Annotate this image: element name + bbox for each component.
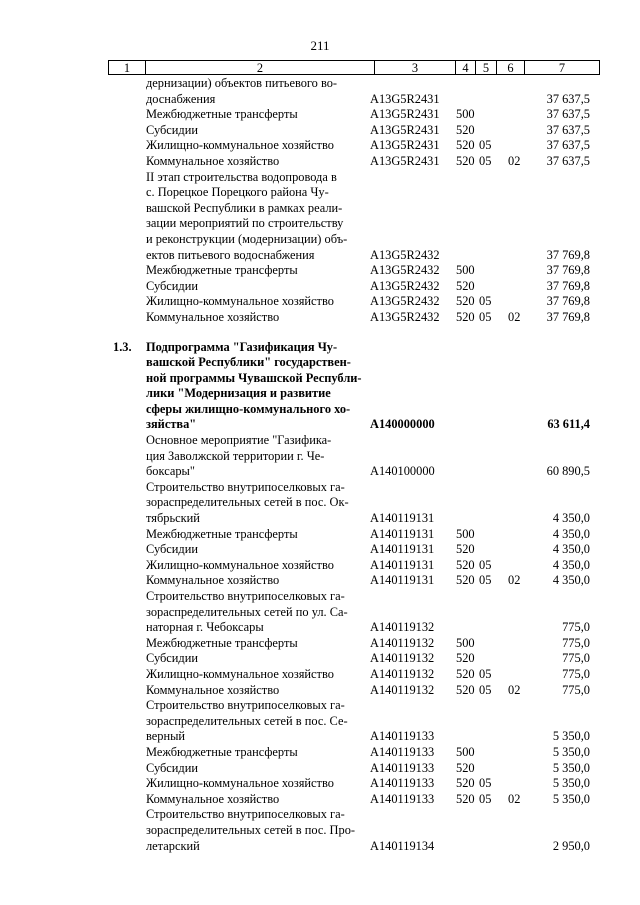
table-row — [0, 123, 640, 139]
table-row — [0, 433, 640, 449]
row-name: зяйства" — [146, 417, 197, 432]
row-code: A13G5R2431 — [370, 153, 440, 168]
row-total: 37 769,8 — [546, 247, 590, 262]
row-code: A13G5R2432 — [370, 309, 440, 324]
row-code: A140119133 — [370, 744, 435, 759]
row-name: Строительство внутрипоселковых га- — [146, 589, 345, 603]
row-total: 37 769,8 — [546, 294, 590, 309]
row-total: 4 350,0 — [552, 526, 590, 541]
table-row — [0, 683, 640, 699]
table-row — [0, 527, 640, 543]
row-name: Субсидии — [146, 278, 198, 293]
header-col-6: 6 — [496, 60, 525, 75]
row-name: зораспределительных сетей по ул. Са- — [146, 604, 348, 619]
row-col4: 520 — [456, 138, 475, 153]
row-total: 60 890,5 — [546, 464, 590, 479]
row-name: Строительство внутрипоселковых га- — [146, 479, 345, 494]
table-row — [0, 310, 640, 326]
row-total: 4 350,0 — [552, 542, 590, 557]
row-col5: 05 — [479, 557, 492, 572]
table-row — [0, 92, 640, 108]
row-name: Жилищно-коммунальное хозяйство — [146, 294, 334, 309]
table-row — [0, 371, 640, 387]
row-code: A140119134 — [370, 838, 435, 853]
row-col4: 520 — [456, 278, 475, 293]
row-col5: 05 — [479, 153, 492, 168]
table-row — [0, 185, 640, 201]
row-name: Подпрограмма "Газификация Чу- — [146, 339, 338, 354]
table-row — [0, 761, 640, 777]
row-name: Межбюджетные трансферты — [146, 263, 298, 278]
table-row — [0, 636, 640, 652]
row-name: ция Заволжской территории г. Че- — [146, 448, 325, 463]
table-row — [0, 558, 640, 574]
row-name: вашской Республики в рамках реали- — [146, 200, 343, 215]
table-row — [0, 573, 640, 589]
table-row — [0, 232, 640, 248]
table-row — [0, 263, 640, 279]
row-code: A140119131 — [370, 542, 435, 557]
row-name: зации мероприятий по строительству — [146, 216, 344, 231]
row-col4: 520 — [456, 122, 475, 137]
row-name: зораспределительных сетей в пос. Ок- — [146, 495, 349, 510]
row-col6: 02 — [508, 573, 521, 588]
row-code: A13G5R2431 — [370, 107, 440, 122]
table-row — [0, 107, 640, 123]
row-name: Субсидии — [146, 651, 198, 666]
row-code: A140119131 — [370, 573, 435, 588]
row-total: 4 350,0 — [552, 573, 590, 588]
row-name: Жилищно-коммунальное хозяйство — [146, 666, 334, 681]
row-total: 37 769,8 — [546, 263, 590, 278]
row-total: 5 350,0 — [552, 760, 590, 775]
row-name: Жилищно-коммунальное хозяйство — [146, 138, 334, 153]
row-col5: 05 — [479, 776, 492, 791]
row-name: Межбюджетные трансферты — [146, 744, 298, 759]
row-code: A140119132 — [370, 651, 435, 666]
row-code: A140119131 — [370, 526, 435, 541]
row-name: Жилищно-коммунальное хозяйство — [146, 557, 334, 572]
row-name: Коммунальное хозяйство — [146, 682, 280, 697]
row-total: 37 769,8 — [546, 309, 590, 324]
row-col5: 05 — [479, 309, 492, 324]
row-name: Межбюджетные трансферты — [146, 635, 298, 650]
row-total: 37 637,5 — [546, 138, 590, 153]
row-total: 775,0 — [562, 651, 590, 666]
row-col4: 520 — [456, 153, 475, 168]
row-name: Субсидии — [146, 760, 198, 775]
row-name: вашской Республики" государствен- — [146, 355, 351, 370]
row-col4: 500 — [456, 107, 475, 122]
table-row — [0, 340, 640, 356]
row-code: A140000000 — [370, 417, 435, 432]
row-col4: 500 — [456, 635, 475, 650]
row-total: 5 350,0 — [552, 744, 590, 759]
table-row — [0, 248, 640, 264]
row-col4: 500 — [456, 526, 475, 541]
row-code: A13G5R2431 — [370, 138, 440, 153]
row-code: A140119132 — [370, 620, 435, 635]
row-col5: 05 — [479, 294, 492, 309]
table-row — [0, 792, 640, 808]
row-name: ной программы Чувашской Республи- — [146, 370, 362, 385]
table-row — [0, 201, 640, 217]
row-col4: 520 — [456, 682, 475, 697]
row-total: 37 637,5 — [546, 153, 590, 168]
row-name: Коммунальное хозяйство — [146, 791, 280, 806]
row-col4: 500 — [456, 744, 475, 759]
header-col-2: 2 — [145, 60, 375, 75]
row-col4: 520 — [456, 760, 475, 775]
row-col4: 520 — [456, 294, 475, 309]
row-total: 37 637,5 — [546, 107, 590, 122]
table-row — [0, 464, 640, 480]
row-col6: 02 — [508, 153, 521, 168]
table-row — [0, 294, 640, 310]
table-row — [0, 154, 640, 170]
table-row — [0, 620, 640, 636]
row-name: зораспределительных сетей в пос. Про- — [146, 822, 356, 837]
row-code: A13G5R2431 — [370, 91, 440, 106]
row-col5: 05 — [479, 138, 492, 153]
table-row — [0, 542, 640, 558]
header-col-4: 4 — [455, 60, 476, 75]
row-name: тябрьский — [146, 511, 200, 526]
row-total: 37 637,5 — [546, 91, 590, 106]
row-total: 775,0 — [562, 635, 590, 650]
row-col4: 520 — [456, 557, 475, 572]
table-row — [0, 170, 640, 186]
row-col4: 520 — [456, 776, 475, 791]
row-name: Субсидии — [146, 542, 198, 557]
row-col4: 520 — [456, 573, 475, 588]
row-total: 4 350,0 — [552, 557, 590, 572]
row-name: Субсидии — [146, 122, 198, 137]
row-code: A140119133 — [370, 791, 435, 806]
row-total: 4 350,0 — [552, 511, 590, 526]
row-total: 5 350,0 — [552, 776, 590, 791]
row-name: Жилищно-коммунальное хозяйство — [146, 776, 334, 791]
table-row — [0, 480, 640, 496]
table-row — [0, 605, 640, 621]
table-row — [0, 138, 640, 154]
row-total: 63 611,4 — [547, 417, 590, 432]
row-col4: 520 — [456, 309, 475, 324]
row-name: летарский — [146, 838, 200, 853]
row-name: и реконструкции (модернизации) объ- — [146, 231, 348, 246]
row-col6: 02 — [508, 791, 521, 806]
table-row — [0, 279, 640, 295]
row-code: A140100000 — [370, 464, 435, 479]
table-row — [0, 698, 640, 714]
row-col4: 500 — [456, 263, 475, 278]
table-row — [0, 807, 640, 823]
row-name: сферы жилищно-коммунального хо- — [146, 401, 351, 416]
row-col4: 520 — [456, 666, 475, 681]
table-row — [0, 776, 640, 792]
table-row — [0, 355, 640, 371]
row-spacer — [0, 326, 640, 340]
row-name: ектов питьевого водоснабжения — [146, 247, 315, 262]
row-total: 775,0 — [562, 620, 590, 635]
table-row — [0, 495, 640, 511]
row-name: Коммунальное хозяйство — [146, 573, 280, 588]
header-col-5: 5 — [475, 60, 497, 75]
table-row — [0, 823, 640, 839]
table-row — [0, 449, 640, 465]
row-total: 37 769,8 — [546, 278, 590, 293]
budget-table-body — [0, 76, 640, 854]
row-name: Строительство внутрипоселковых га- — [146, 698, 345, 713]
row-name: II этап строительства водопровода в — [146, 169, 337, 184]
row-name: верный — [146, 729, 186, 744]
table-row — [0, 417, 640, 433]
row-name: с. Порецкое Порецкого района Чу- — [146, 185, 329, 200]
header-col-3: 3 — [374, 60, 456, 75]
row-code: A140119133 — [370, 776, 435, 791]
table-row — [0, 402, 640, 418]
row-col5: 05 — [479, 791, 492, 806]
row-name: наторная г. Чебоксары — [146, 620, 264, 635]
row-col5: 05 — [479, 666, 492, 681]
row-name: лики "Модернизация и развитие — [146, 386, 331, 401]
table-row — [0, 667, 640, 683]
row-name: Межбюджетные трансферты — [146, 107, 298, 122]
row-code: A140119132 — [370, 635, 435, 650]
row-total: 775,0 — [562, 666, 590, 681]
row-name: Коммунальное хозяйство — [146, 309, 280, 324]
row-name: боксары" — [146, 464, 195, 479]
table-row — [0, 216, 640, 232]
row-name: Коммунальное хозяйство — [146, 153, 280, 168]
table-row — [0, 745, 640, 761]
row-code: A13G5R2432 — [370, 294, 440, 309]
row-col6: 02 — [508, 682, 521, 697]
row-col4: 520 — [456, 542, 475, 557]
table-row — [0, 651, 640, 667]
row-col5: 05 — [479, 682, 492, 697]
table-row — [0, 729, 640, 745]
header-col-1: 1 — [108, 60, 146, 75]
table-row — [0, 386, 640, 402]
table-row — [0, 76, 640, 92]
row-name: доснабжения — [146, 91, 216, 106]
row-col6: 02 — [508, 309, 521, 324]
row-total: 775,0 — [562, 682, 590, 697]
row-total: 37 637,5 — [546, 122, 590, 137]
row-code: A13G5R2431 — [370, 122, 440, 137]
row-name: дернизации) объектов питьевого во- — [146, 76, 338, 90]
row-total: 2 950,0 — [552, 838, 590, 853]
row-code: A140119132 — [370, 666, 435, 681]
row-name: Строительство внутрипоселковых га- — [146, 807, 345, 822]
row-code: A140119133 — [370, 729, 435, 744]
row-total: 5 350,0 — [552, 791, 590, 806]
row-code: A13G5R2432 — [370, 263, 440, 278]
table-row — [0, 839, 640, 855]
row-code: A13G5R2432 — [370, 247, 440, 262]
row-name: Межбюджетные трансферты — [146, 526, 298, 541]
table-row — [0, 589, 640, 605]
header-col-7: 7 — [524, 60, 600, 75]
row-total: 5 350,0 — [552, 729, 590, 744]
row-code: A140119131 — [370, 557, 435, 572]
row-col4: 520 — [456, 791, 475, 806]
row-name: зораспределительных сетей в пос. Се- — [146, 713, 348, 728]
page-number: 211 — [310, 38, 330, 53]
row-col5: 05 — [479, 573, 492, 588]
row-code: A140119133 — [370, 760, 435, 775]
row-col4: 520 — [456, 651, 475, 666]
row-number: 1.3. — [113, 339, 132, 354]
row-code: A140119131 — [370, 511, 435, 526]
row-code: A140119132 — [370, 682, 435, 697]
table-row — [0, 714, 640, 730]
row-code: A13G5R2432 — [370, 278, 440, 293]
row-name: Основное мероприятие "Газифика- — [146, 433, 332, 448]
table-row — [0, 511, 640, 527]
